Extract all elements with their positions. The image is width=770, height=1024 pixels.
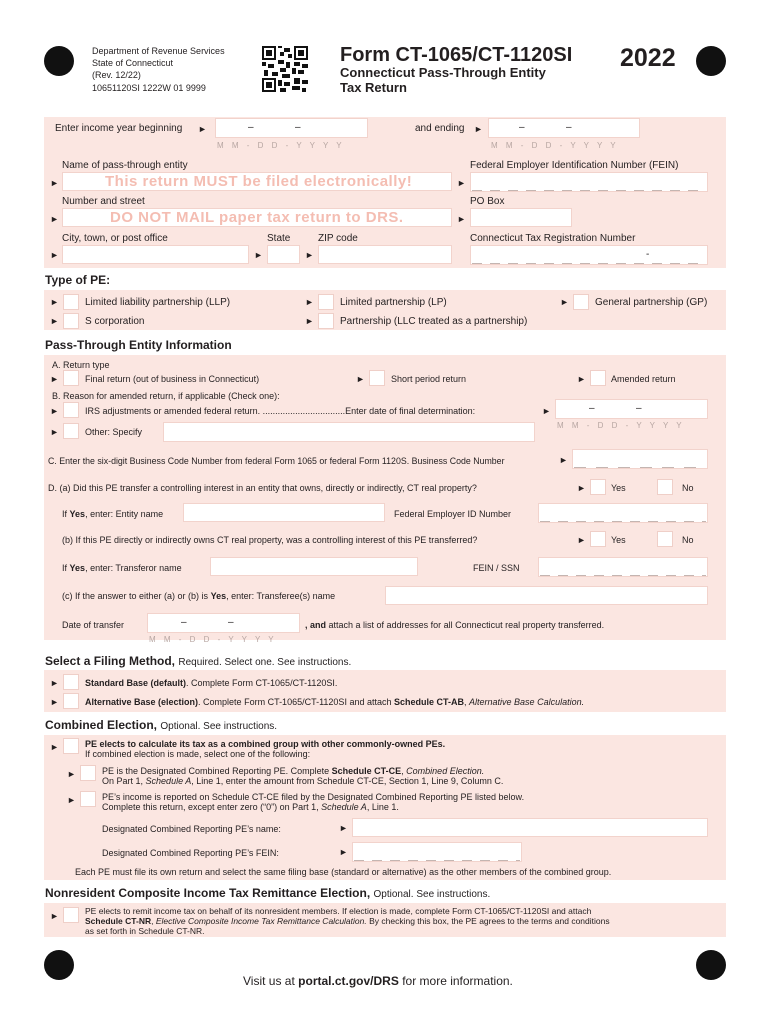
attach-list-note: [305, 619, 604, 631]
transfer-entity-name-input[interactable]: [183, 503, 385, 522]
and-text: , and: [305, 620, 327, 630]
city-label: City, town, or post office: [62, 233, 168, 244]
footer-text: [243, 974, 513, 988]
arrow-icon: ►: [50, 427, 59, 437]
combined-note: Optional. See instructions.: [160, 721, 278, 732]
street-label: Number and street: [62, 196, 145, 207]
ct-registration-separator: -: [646, 249, 650, 260]
pte-info-heading: Pass-Through Entity Information: [45, 338, 232, 352]
reported-on-ct-ce-checkbox[interactable]: [80, 791, 96, 807]
fein-input[interactable]: [470, 172, 708, 192]
designated-pe-instruction: [102, 776, 503, 786]
ct-registration-label: Connecticut Tax Registration Number: [470, 233, 636, 244]
arrow-icon: ►: [356, 374, 365, 384]
combined-election-label: PE elects to calculate its tax as a combined group with other commonly-owned PEs.: [85, 739, 446, 749]
date-separator: –: [295, 122, 301, 133]
s-corp-checkbox[interactable]: [63, 313, 79, 329]
date-separator: –: [566, 122, 572, 133]
date-separator: –: [636, 403, 642, 414]
arrow-icon: ►: [577, 483, 586, 493]
question-c-text-end: , enter: Transferee(s) name: [226, 591, 336, 601]
arrow-icon: ►: [50, 214, 59, 224]
tax-year: 2022: [620, 44, 676, 72]
combined-heading-text: Combined Election,: [45, 718, 158, 732]
opt2-b1: Complete this return, except enter zero (“0”) on Part 1,: [102, 802, 319, 812]
transfer-entity-fein-input[interactable]: [538, 503, 708, 523]
arrow-icon: ►: [305, 250, 314, 260]
arrow-icon: ►: [254, 250, 263, 260]
state-name: State of Connecticut: [92, 58, 174, 68]
zip-input[interactable]: [318, 245, 452, 264]
transfer-b-no-label: No: [682, 535, 694, 545]
income-year-end-label: and ending: [415, 123, 465, 134]
nonresident-heading-text: Nonresident Composite Income Tax Remittance Election,: [45, 886, 371, 900]
date-separator: –: [181, 617, 187, 628]
arrow-icon: ►: [339, 823, 348, 833]
arrow-icon: ►: [50, 374, 59, 384]
fein-digit-guides: [540, 575, 706, 576]
date-separator: –: [519, 122, 525, 133]
final-determination-date-input[interactable]: [555, 399, 708, 419]
llp-label: Limited liability partnership (LLP): [85, 297, 231, 308]
filing-note: Required. Select one. See instructions.: [178, 657, 352, 668]
attach-text: attach a list of addresses for all Connecticut real property transferred.: [328, 620, 605, 630]
income-year-begin-input[interactable]: [215, 118, 368, 138]
state-label: State: [267, 233, 291, 244]
qr-code-icon: [262, 46, 308, 92]
alternative-base-label: Alternative Base (election). Complete Form CT-1065/CT-1120SI and attach Schedule CT-AB, Alternative Base Calculation.: [85, 697, 585, 707]
arrow-icon: ►: [198, 124, 207, 134]
reported-on-ct-ce-instruction: [102, 802, 399, 812]
final-return-label: Final return (out of business in Connecticut): [85, 374, 260, 384]
registration-mark-bottom-left: [44, 950, 74, 980]
city-input[interactable]: [62, 245, 249, 264]
business-code-digit-guides: [574, 467, 706, 468]
dcr-name-label: Designated Combined Reporting PE’s name:: [102, 824, 281, 834]
standard-base-text: . Complete Form CT-1065/CT-1120SI.: [186, 678, 338, 688]
transfer-a-no-label: No: [682, 483, 694, 493]
date-format-hint: M M - D D - Y Y Y Y: [217, 141, 345, 150]
entity-name-label: Name of pass-through entity: [62, 160, 188, 171]
fein-digit-guides: [354, 860, 520, 861]
opt1-text: PE is the Designated Combined Reporting PE. Complete: [102, 766, 330, 776]
electronic-filing-notice: This return MUST be filed electronically!: [105, 173, 413, 190]
arrow-icon: ►: [67, 795, 76, 805]
yes-text: Yes: [210, 591, 227, 601]
income-year-end-input[interactable]: [488, 118, 640, 138]
llc-label: Partnership (LLC treated as a partnership): [340, 316, 528, 327]
date-format-hint: M M - D D - Y Y Y Y: [557, 421, 685, 430]
amended-return-label: Amended return: [611, 374, 676, 384]
short-period-checkbox[interactable]: [369, 370, 385, 386]
schedule-ct-ab-title: Alternative Base Calculation.: [469, 697, 585, 707]
nonresident-note: Optional. See instructions.: [373, 889, 491, 900]
arrow-icon: ►: [559, 455, 568, 465]
transfer-question-a: D. (a) Did this PE transfer a controlling interest in an entity that owns, directly or indirectly, CT real property?: [48, 483, 477, 493]
amended-reason-label: B. Reason for amended return, if applicable (Check one):: [52, 391, 280, 401]
schedule-ct-nr-title: Elective Composite Income Tax Remittance Calculation.: [155, 916, 367, 926]
transfer-a-yes-checkbox[interactable]: [590, 479, 606, 495]
ct-registration-input[interactable]: [470, 245, 708, 265]
arrow-icon: ►: [50, 406, 59, 416]
transferee-name-input[interactable]: [385, 586, 708, 605]
other-reason-input[interactable]: [163, 422, 535, 442]
fein-digit-guides: [540, 521, 706, 522]
form-subtitle-1: Connecticut Pass-Through Entity: [340, 65, 546, 80]
dcr-name-input[interactable]: [352, 818, 708, 837]
nonresident-line-2: Schedule CT-NR, Elective Composite Income Tax Remittance Calculation. By checking this box, the PE agrees to the terms and conditions: [85, 916, 610, 926]
transfer-question-b: (b) If this PE directly or indirectly owns CT real property, was a controlling interest of this PE transferred?: [62, 535, 478, 545]
transfer-a-yes-label: Yes: [611, 483, 626, 493]
llp-checkbox[interactable]: [63, 294, 79, 310]
return-type-label: A. Return type: [52, 360, 110, 370]
revision: (Rev. 12/22): [92, 70, 141, 80]
gp-label: General partnership (GP): [595, 297, 708, 308]
standard-base-label: [85, 677, 337, 689]
opt1-b1: On Part 1,: [102, 776, 144, 786]
schedule-ct-ce: Schedule CT-CE: [331, 766, 402, 776]
combined-group-note: Each PE must file its own return and select the same filing base (standard or alternative) as the other members of the combined group.: [75, 867, 612, 877]
income-year-begin-label: Enter income year beginning: [55, 123, 183, 134]
transfer-b-no-checkbox[interactable]: [657, 531, 673, 547]
schedule-a: Schedule A: [321, 802, 367, 812]
transfer-b-yes-checkbox[interactable]: [590, 531, 606, 547]
arrow-icon: ►: [50, 697, 59, 707]
alternative-base-text: . Complete Form CT-1065/CT-1120SI and attach: [198, 697, 392, 707]
fein-ssn-label: FEIN / SSN: [473, 563, 520, 573]
footer-post: for more information.: [402, 974, 513, 988]
arrow-icon: ►: [50, 742, 59, 752]
arrow-icon: ►: [50, 297, 59, 307]
zip-label: ZIP code: [318, 233, 358, 244]
schedule-ct-ab: Schedule CT-AB: [394, 697, 465, 707]
alternative-base-checkbox[interactable]: [63, 693, 79, 709]
footer-link[interactable]: portal.ct.gov/DRS: [298, 974, 399, 988]
combined-election-heading: [45, 718, 277, 732]
dcr-fein-input[interactable]: [352, 842, 522, 862]
standard-base-checkbox[interactable]: [63, 674, 79, 690]
date-separator: –: [589, 403, 595, 414]
alternative-base-bold: Alternative Base (election): [85, 697, 199, 707]
other-reason-label: Other: Specify: [85, 427, 143, 437]
yes-text: Yes: [69, 509, 86, 519]
filing-heading-text: Select a Filing Method,: [45, 654, 176, 668]
type-of-pe-heading: Type of PE:: [45, 273, 111, 287]
arrow-icon: ►: [577, 535, 586, 545]
fein-label: Federal Employer Identification Number (FEIN): [470, 160, 679, 171]
arrow-icon: ►: [67, 769, 76, 779]
no-paper-notice: DO NOT MAIL paper tax return to DRS.: [110, 209, 404, 226]
reported-on-ct-ce-label: PE’s income is reported on Schedule CT-CE filed by the Designated Combined Reporting PE listed below.: [102, 792, 525, 802]
state-input[interactable]: [267, 245, 300, 264]
nonresident-line-3: as set forth in Schedule CT-NR.: [85, 926, 205, 936]
po-box-label: PO Box: [470, 196, 505, 207]
filing-method-heading: [45, 654, 351, 668]
registration-mark-top-right: [696, 46, 726, 76]
transferor-prompt: [62, 562, 182, 574]
arrow-icon: ►: [560, 297, 569, 307]
business-code-label: C. Enter the six-digit Business Code Number from federal Form 1065 or federal Form 1120S. Business Code Number: [48, 456, 505, 466]
arrow-icon: ►: [305, 297, 314, 307]
short-period-label: Short period return: [391, 374, 467, 384]
transferor-name-input[interactable]: [210, 557, 418, 576]
if-text: If: [62, 509, 68, 519]
arrow-icon: ►: [457, 214, 466, 224]
combined-election-instruction: If combined election is made, select one of the following:: [85, 749, 311, 759]
date-of-transfer-input[interactable]: [147, 613, 300, 633]
llc-checkbox[interactable]: [318, 313, 334, 329]
registration-mark-top-left: [44, 46, 74, 76]
lp-label: Limited partnership (LP): [340, 297, 447, 308]
nonresident-election-checkbox[interactable]: [63, 907, 79, 923]
yes-text: Yes: [69, 563, 86, 573]
if-text: If: [62, 563, 68, 573]
fein-id-label: Federal Employer ID Number: [394, 509, 512, 519]
transfer-b-yes-label: Yes: [611, 535, 626, 545]
date-of-transfer-label: Date of transfer: [62, 620, 125, 630]
arrow-icon: ►: [50, 178, 59, 188]
po-box-input[interactable]: [470, 208, 572, 227]
question-c-text: (c) If the answer to either (a) or (b) is: [62, 591, 209, 601]
final-return-checkbox[interactable]: [63, 370, 79, 386]
arrow-icon: ►: [542, 406, 551, 416]
nonresident-election-heading: [45, 886, 490, 900]
nonresident-line-1: PE elects to remit income tax on behalf of its nonresident members. If election is made, complete Form CT-1065/CT-1120SI and attach: [85, 906, 592, 916]
date-format-hint: M M - D D - Y Y Y Y: [491, 141, 619, 150]
schedule-ct-nr: Schedule CT-NR: [85, 916, 152, 926]
business-code-input[interactable]: [572, 449, 708, 469]
footer-pre: Visit us at: [243, 974, 295, 988]
nonresident-terms: By checking this box, the PE agrees to the terms and conditions: [369, 916, 610, 926]
irs-adjustments-label: IRS adjustments or amended federal return. .................................Enter date of final determination:: [85, 406, 476, 416]
arrow-icon: ►: [457, 178, 466, 188]
date-format-hint: M M - D D - Y Y Y Y: [149, 635, 277, 644]
arrow-icon: ►: [474, 124, 483, 134]
arrow-icon: ►: [339, 847, 348, 857]
s-corp-label: S corporation: [85, 316, 145, 327]
registration-mark-bottom-right: [696, 950, 726, 980]
irs-adjustments-checkbox[interactable]: [63, 402, 79, 418]
schedule-ct-ce-title: Combined Election.: [406, 766, 485, 776]
dcr-fein-label: Designated Combined Reporting PE’s FEIN:: [102, 848, 279, 858]
gp-checkbox[interactable]: [573, 294, 589, 310]
transferor-fein-input[interactable]: [538, 557, 708, 577]
dept-name: Department of Revenue Services: [92, 46, 225, 56]
opt1-b2: , Line 1, enter the amount from Schedule CT-CE, Section 1, Line 9, Column C.: [191, 776, 504, 786]
arrow-icon: ►: [50, 316, 59, 326]
date-separator: –: [248, 122, 254, 133]
amended-return-checkbox[interactable]: [590, 370, 606, 386]
standard-base-bold: Standard Base (default): [85, 678, 187, 688]
transfer-a-no-checkbox[interactable]: [657, 479, 673, 495]
fein-digit-guides: [472, 190, 706, 191]
schedule-a: Schedule A: [145, 776, 192, 786]
designated-pe-label: PE is the Designated Combined Reporting PE. Complete Schedule CT-CE, Combined Election.: [102, 766, 485, 776]
transferor-text: , enter: Transferor name: [85, 563, 182, 573]
arrow-icon: ►: [50, 911, 59, 921]
arrow-icon: ►: [50, 250, 59, 260]
opt2-b2: , Line 1.: [366, 802, 399, 812]
arrow-icon: ►: [577, 374, 586, 384]
other-reason-checkbox[interactable]: [63, 423, 79, 439]
arrow-icon: ►: [50, 678, 59, 688]
combined-election-checkbox[interactable]: [63, 738, 79, 754]
arrow-icon: ►: [305, 316, 314, 326]
transfer-question-c: [62, 590, 335, 602]
date-separator: –: [228, 617, 234, 628]
lp-checkbox[interactable]: [318, 294, 334, 310]
designated-pe-checkbox[interactable]: [80, 765, 96, 781]
entity-name-prompt: [62, 508, 163, 520]
form-title: Form CT-1065/CT-1120SI: [340, 44, 573, 66]
form-code: 10651120SI 1222W 01 9999: [92, 83, 206, 93]
ct-registration-digit-guides: [472, 263, 706, 264]
form-subtitle-2: Tax Return: [340, 80, 407, 95]
entity-name-text: , enter: Entity name: [85, 509, 164, 519]
